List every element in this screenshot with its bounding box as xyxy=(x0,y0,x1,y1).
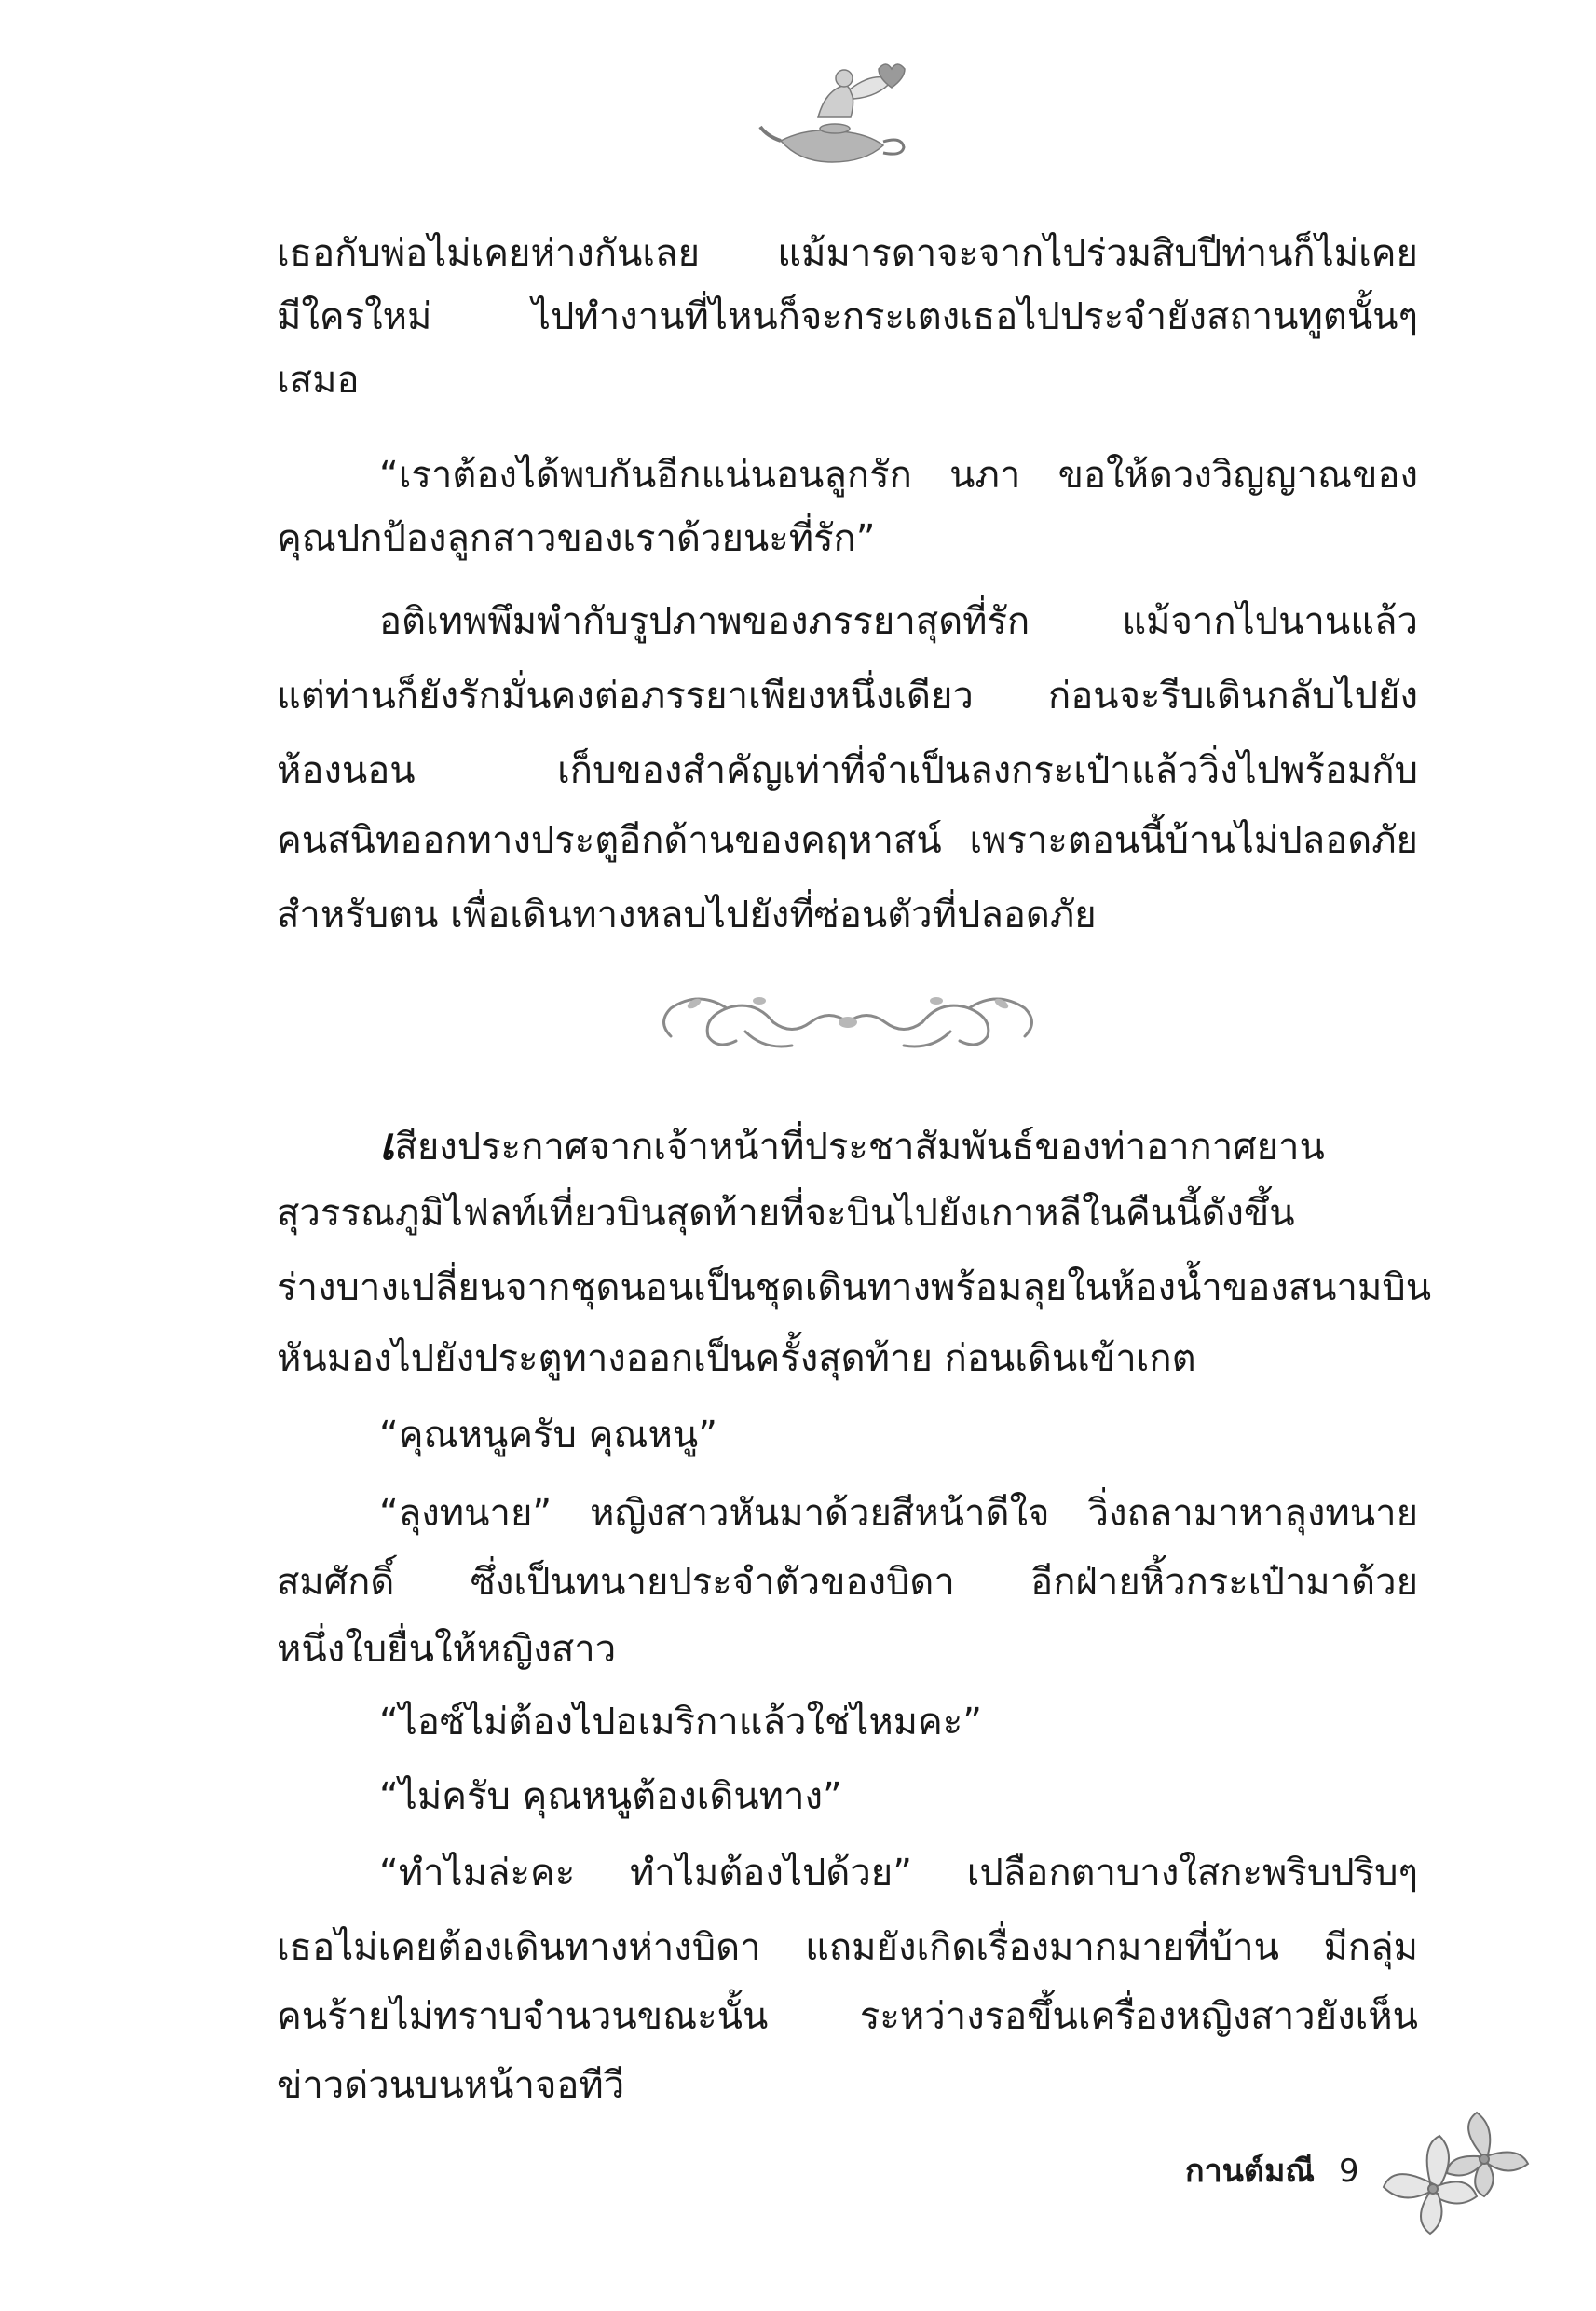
page-footer xyxy=(1185,2143,1359,2199)
text-line: “ไม่ครับ คุณหนูต้องเดินทาง” xyxy=(379,1775,842,1818)
page-number: 9 xyxy=(1338,2153,1359,2190)
text-line: “ไอซ์ไม่ต้องไปอเมริกาแล้วใช่ไหมคะ” xyxy=(379,1701,983,1744)
text-line: “เราต้องได้พบกันอีกแน่นอนลูกรัก นภา ขอให้ดวงวิญญาณของ xyxy=(379,454,1418,497)
text-line-rest: สียงประกาศจากเจ้าหน้าที่ประชาสัมพันธ์ของท่าอากาศยาน xyxy=(394,1126,1325,1169)
text-line: เธอไม่เคยต้องเดินทางห่างบิดา แถมยังเกิดเรื่องมากมายที่บ้าน มีกลุ่ม xyxy=(277,1926,1418,1969)
text-line: “คุณหนูครับ คุณหนู” xyxy=(379,1414,717,1456)
text-line: เธอกับพ่อไม่เคยห่างกันเลย แม้มารดาจะจากไปร่วมสิบปีท่านก็ไม่เคย xyxy=(277,232,1418,275)
text-line: “ทำไมล่ะคะ ทำไมต้องไปด้วย” เปลือกตาบางใสกะพริบปริบๆ xyxy=(379,1852,1418,1894)
book-title: กานต์มณี xyxy=(1185,2153,1315,2190)
text-line: เสมอ xyxy=(277,359,360,402)
text-line: สำหรับตน เพื่อเดินทางหลบไปยังที่ซ่อนตัวที่ปลอดภัย xyxy=(277,894,1097,937)
text-line: แต่ท่านก็ยังรักมั่นคงต่อภรรยาเพียงหนึ่งเดียว ก่อนจะรีบเดินกลับไปยัง xyxy=(277,675,1418,718)
floral-scroll-divider xyxy=(652,980,1044,1064)
text-line: หันมองไปยังประตูทางออกเป็นครั้งสุดท้าย ก่อนเดินเข้าเกต xyxy=(277,1337,1196,1380)
text-line: ห้องนอน เก็บของสำคัญเท่าที่จำเป็นลงกระเป๋าแล้ววิ่งไปพร้อมกับ xyxy=(277,749,1418,792)
text-line: หนึ่งใบยื่นให้หญิงสาว xyxy=(277,1628,617,1671)
teapot-cupid-icon xyxy=(753,52,911,173)
drop-cap: เ xyxy=(379,1118,395,1170)
text-line: ร่างบางเปลี่ยนจากชุดนอนเป็นชุดเดินทางพร้อมลุยในห้องน้ำของสนามบิน xyxy=(277,1266,1432,1309)
text-line: คนร้ายไม่ทราบจำนวนขณะนั้น ระหว่างรอขึ้นเครื่องหญิงสาวยังเห็น xyxy=(277,1995,1418,2038)
text-line: คนสนิทออกทางประตูอีกด้านของคฤหาสน์ เพราะตอนนี้บ้านไม่ปลอดภัย xyxy=(277,819,1418,862)
text-line: คุณปกป้องลูกสาวของเราด้วยนะที่รัก” xyxy=(277,517,876,560)
flower-icon xyxy=(1374,2099,1533,2238)
text-line: สมศักดิ์ ซึ่งเป็นทนายประจำตัวของบิดา อีกฝ่ายหิ้วกระเป๋ามาด้วย xyxy=(277,1561,1418,1604)
text-line: อติเทพพึมพำกับรูปภาพของภรรยาสุดที่รัก แม้จากไปนานแล้ว xyxy=(379,600,1418,643)
text-line-dropcap xyxy=(277,1114,1418,1174)
text-line: สุวรรณภูมิไฟลท์เที่ยวบินสุดท้ายที่จะบินไปยังเกาหลีในคืนนี้ดังขึ้น xyxy=(277,1192,1295,1235)
text-line: มีใครใหม่ ไปทำงานที่ไหนก็จะกระเตงเธอไปประจำยังสถานทูตนั้นๆ xyxy=(277,295,1418,338)
text-line: “ลุงทนาย” หญิงสาวหันมาด้วยสีหน้าดีใจ วิ่งถลามาหาลุงทนาย xyxy=(379,1492,1418,1535)
text-line: ข่าวด่วนบนหน้าจอทีวี xyxy=(277,2064,625,2107)
